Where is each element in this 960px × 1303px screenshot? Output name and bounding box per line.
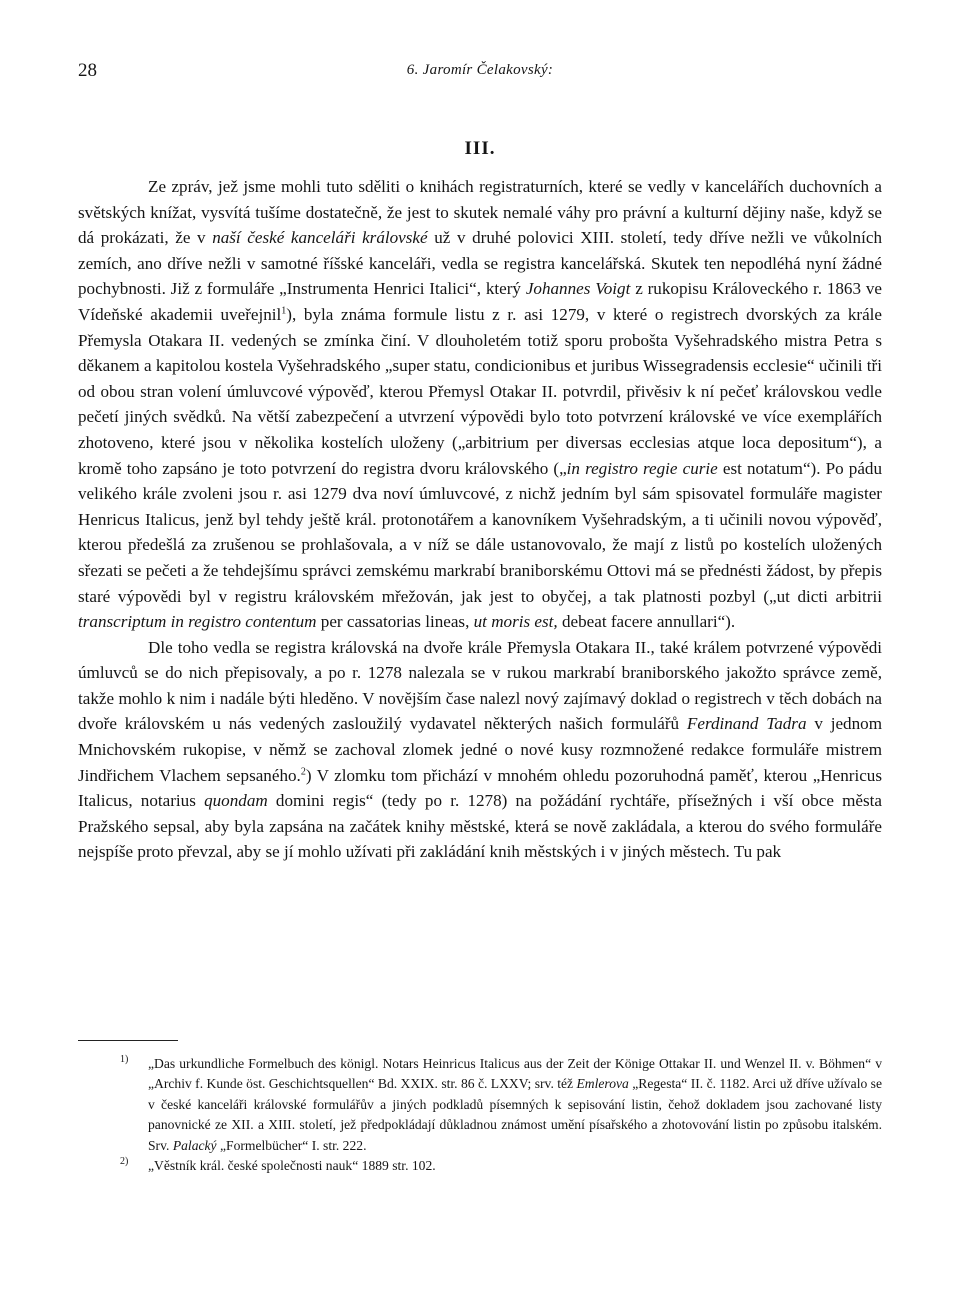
footnote-mark: 2) — [120, 1156, 129, 1168]
footnotes — [110, 1054, 882, 1176]
text-run: per cassatorias lineas, — [316, 612, 474, 632]
footnote-mark: 1) — [120, 1054, 129, 1065]
text-run: „Regesta“ II. č. 1182. Arci už dříve užívalo se v české kanceláři královské formulářův a jiných podkladů písemných k sepisování listin, čehož dokladem jsou zachované listy panovnické ze XII. a XIII. století, jež předpokládají důkladnou známost umění písařského a zhotovování listin po způsobu italském. Srv. — [148, 1076, 883, 1153]
paragraph — [78, 635, 882, 865]
italic-run: Ferdinand Tadra — [686, 714, 807, 734]
italic-run: Emlerova — [576, 1076, 629, 1092]
text-run: ), byla známa formule listu z r. asi 1279, v které o registrech dvorských za krále Přemysla Otakara II. vedených se zmínka činí. V dlouholetém totiž sporu probošta Vyšehradského mistra Petra s děkanem a kapitolou kostela Vyšehradského „super statu, condicionibus et juribus Wissegradensis ecclesie“ učinili tři od obou stran volení úmluvcové výpověď, kterou Přemysl Otakar II. potvrdil, přivěsiv k ní pečeť královskou vedle pečetí jiných svědků. Na větší zabezpečení a utvrzení výpovědi bylo toto potvrzení královské ve více exemplářích zhotoveno, které jsou v několika kostelích uloženy („arbitrium per diversas ecclesias atque loca depositum“), a kromě toho zapsáno je toto potvrzení do registra dvoru královského („ — [78, 304, 883, 478]
paragraph — [78, 174, 882, 635]
italic-run: transcriptum in registro contentum — [78, 612, 317, 632]
footnote — [110, 1156, 882, 1176]
section-heading: III. — [464, 138, 496, 159]
footnote-ref: 2 — [300, 765, 306, 777]
italic-run: Johannes Voigt — [525, 279, 631, 299]
text-run: už v druhé polovici XIII. století, tedy dříve nežli ve vůkolních zemích, ano dříve nežli v samotné říšské kanceláři, vedla se registra kancelářská. Skutek ten nepodléhá nyní žádné pochybnosti. Již z formuláře „Instrumenta Henrici Italici“, který — [78, 228, 882, 299]
text-run: Ze zpráv, jež jsme mohli tuto sděliti o knihách registraturních, které se vedly v kancelářích duchovních a světských knížat, vysvítá tušíme dostatečně, že jest to skutek nemalé váhy pro právní a kulturní dějiny naše, když se dá prokázati, že v — [78, 177, 882, 248]
italic-run: in registro regie curie — [566, 458, 718, 478]
text-run: domini regis“ (tedy po r. 1278) na požádání rychtáře, přísežných i vší obce města Pražského sepsal, aby byla zapsána na začátek knihy městské, která se nově zakládala, a kterou do svého formuláře nejspíše proto převzal, aby se jí mohlo užívati při zakládání knih městských i v jiných městech. Tu pak — [78, 791, 882, 862]
italic-run: quondam — [204, 791, 268, 811]
page-number: 28 — [78, 60, 97, 81]
text-run: „Das urkundliche Formelbuch des königl. Notars Heinricus Italicus aus der Zeit der Könige Ottakar II. und Wenzel II. v. Böhmen“ v „Archiv f. Kunde öst. Geschichtsquellen“ Bd. XXIX. str. 86 č. LXXV; srv. též — [148, 1056, 882, 1092]
footnote-rule — [78, 1040, 178, 1041]
text-run: v jednom Mnichovském rukopise, v němž se zachoval zlomek jedné o nové kusy rozmnožené redakce formuláře mistrem Jindřichem Vlachem sepsaného. — [78, 714, 882, 785]
text-run: z rukopisu Královeckého r. 1863 ve Vídeňské akademii uveřejnil — [78, 279, 882, 324]
italic-run: naší české kanceláři královské — [212, 228, 428, 248]
body-text — [78, 174, 882, 865]
text-run: „Formelbücher“ I. str. 222. — [216, 1137, 367, 1153]
text-run: ) V zlomku tom přichází v mnohém ohledu pozoruhodná paměť, kterou „Henricus Italicus, notarius — [78, 765, 882, 811]
running-head: 6. Jaromír Čelakovský: — [406, 62, 554, 78]
footnote — [110, 1054, 882, 1156]
italic-run: ut moris est, — [473, 612, 558, 632]
footnote-ref: 1 — [281, 305, 287, 317]
text-run: Dle toho vedla se registra královská na dvoře krále Přemysla Otakara II., také králem potvrzené výpovědi úmluvců se do nich přepisovaly, a po r. 1278 nalezala se v rukou markrabí braniborského jakožto správce země, takže mohlo k nim i nadále býti hleděno. V novějším čase nalezl nový zajímavý doklad o registrech v těch dobách na dvoře královském u nás vedených zasloužilý vydavatel některých našich formulářů — [78, 637, 882, 734]
text-run: debeat facere annullari“). — [557, 612, 736, 632]
page-header — [78, 60, 882, 84]
italic-run: Palacký — [172, 1137, 217, 1153]
text-run: „Věstník král. české společnosti nauk“ 1889 str. 102. — [148, 1158, 436, 1174]
text-run: est notatum“). Po pádu velikého krále zvoleni jsou r. asi 1279 dva noví úmluvcové, z nichž jedním byl sám spisovatel formuláře magister Henricus Italicus, jenž byl tehdy ještě král. protonotářem a kanovníkem Vyšehradským, a ti učinili novou výpověď, kterou předešlá za zrušenou se prohlašovala, a v níž se dále ustanovovalo, že mají z listů po kostelích uložených sřezati se pečeti a že tehdejšímu správci zemskému markrabí braniborskému Ottovi má se přednésti žádost, by přepis staré výpovědi byl v registru královském mřežován, jak jest to obyčej, a tak platnosti pozbyl („ut dicti arbitrii — [78, 458, 882, 606]
